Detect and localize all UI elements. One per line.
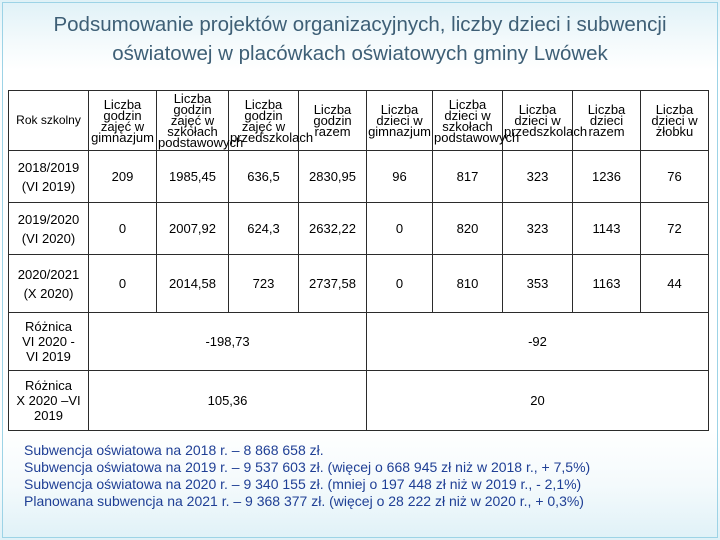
note-line: Planowana subwencja na 2021 r. – 9 368 377 zł. (więcej o 28 222 zł niż w 2020 r., + 0,3%) (24, 493, 584, 509)
table-cell: 353 (503, 255, 573, 313)
difference-period: X 2020 –VI (16, 393, 81, 408)
table-cell: 820 (433, 203, 503, 255)
year-period: (VI 2019) (21, 178, 76, 194)
table-cell: 624,3 (229, 203, 299, 255)
year-period: (X 2020) (23, 285, 74, 301)
table-cell: 0 (367, 203, 433, 255)
header-cell: Liczba dzieci w przedszkolach (503, 91, 573, 151)
subsidy-notes (24, 442, 714, 510)
slide-title: Podsumowanie projektów organizacyjnych, liczby dzieci i subwencji oświatowej w placówkach oświatowych gminy Lwówek (53, 13, 667, 65)
table-row (9, 203, 709, 255)
table-cell: 76 (641, 151, 709, 203)
difference-label-cell (9, 313, 89, 371)
header-cell: Liczba dzieci w żłobku (641, 91, 709, 151)
difference-period: VI 2020 - (22, 334, 75, 349)
year-cell (9, 255, 89, 313)
header-cell: Rok szkolny (9, 91, 89, 151)
year-label: 2018/2019 (17, 159, 80, 175)
table-cell: 810 (433, 255, 503, 313)
header-cell: Liczba dzieci razem (573, 91, 641, 151)
note-line: Subwencja oświatowa na 2020 r. – 9 340 155 zł. (mniej o 197 448 zł niż w 2019 r., - 2,1%) (24, 476, 582, 492)
table-cell: 44 (641, 255, 709, 313)
difference-period: VI 2019 (26, 349, 71, 364)
table-cell: 2014,58 (157, 255, 229, 313)
table-cell: 72 (641, 203, 709, 255)
year-cell (9, 151, 89, 203)
header-cell: Liczba godzin zajęć w przedszkolach (229, 91, 299, 151)
hours-difference-cell: 105,36 (89, 371, 367, 431)
table-cell: 723 (229, 255, 299, 313)
children-difference-cell: 20 (367, 371, 709, 431)
year-label: 2019/2020 (17, 211, 80, 227)
header-row (9, 91, 709, 151)
children-difference-cell: -92 (367, 313, 709, 371)
difference-label: Różnica (25, 319, 72, 334)
header-cell: Liczba godzin zajęć w szkołach podstawowych (158, 91, 244, 150)
table-cell: 2737,58 (299, 255, 367, 313)
table-cell: 0 (89, 255, 157, 313)
difference-period: 2019 (34, 408, 63, 423)
table-cell: 2007,92 (157, 203, 229, 255)
table-cell: 1143 (573, 203, 641, 255)
table-cell: 636,5 (229, 151, 299, 203)
year-cell (9, 203, 89, 255)
table-cell: 209 (89, 151, 157, 203)
table-cell: 2632,22 (299, 203, 367, 255)
table-cell: 817 (433, 151, 503, 203)
table-row (9, 151, 709, 203)
difference-row (9, 313, 709, 371)
table-cell: 1985,45 (157, 151, 229, 203)
header-cell: Liczba godzin zajęć w gimnazjum (89, 91, 157, 151)
table-cell: 1163 (573, 255, 641, 313)
table-row (9, 255, 709, 313)
year-period: (VI 2020) (21, 230, 76, 246)
note-line: Subwencja oświatowa na 2018 r. – 8 868 658 zł. (24, 442, 324, 458)
difference-row (9, 371, 709, 431)
header-cell: Liczba godzin razem (299, 91, 367, 151)
table-cell: 1236 (573, 151, 641, 203)
summary-table (8, 90, 709, 431)
table-cell: 0 (89, 203, 157, 255)
table-cell: 323 (503, 151, 573, 203)
difference-label-cell (9, 371, 89, 431)
table-cell: 0 (367, 255, 433, 313)
hours-difference-cell: -198,73 (89, 313, 367, 371)
note-line: Subwencja oświatowa na 2019 r. – 9 537 603 zł. (więcej o 668 945 zł niż w 2018 r., + 7,5%) (24, 459, 591, 475)
year-label: 2020/2021 (17, 266, 80, 282)
header-cell: Liczba dzieci w gimnazjum (367, 91, 433, 151)
table-cell: 96 (367, 151, 433, 203)
table-cell: 323 (503, 203, 573, 255)
table-cell: 2830,95 (299, 151, 367, 203)
header-cell: Liczba dzieci w szkołach podstawowych (433, 91, 503, 151)
difference-label: Różnica (25, 378, 72, 393)
